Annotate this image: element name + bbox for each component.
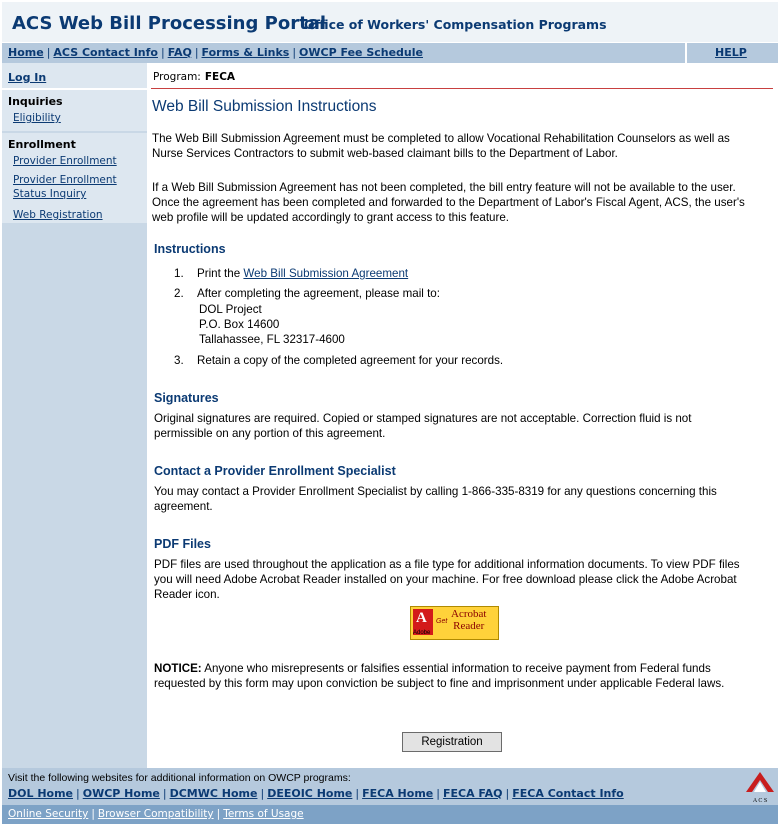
instruction-step-3: [174, 353, 674, 369]
adobe-logo-text: Adobe: [413, 630, 431, 636]
notice-label: NOTICE:: [154, 662, 202, 675]
footer-link-feca-faq[interactable]: FECA FAQ: [442, 787, 503, 800]
browser-compatibility-link[interactable]: Browser Compatibility: [97, 808, 214, 820]
pdf-text: PDF files are used throughout the application as a file type for additional information documents. To view PDF files you will need Adobe Acrobat Reader installed on your machine. For free download please click the Adobe Acrobat Reader icon.: [154, 558, 740, 601]
footer-link-feca-contact[interactable]: FECA Contact Info: [512, 787, 624, 800]
contact-text: You may contact a Provider Enrollment Specialist by calling 1-866-335-8319 for any questions concerning this agreement.: [154, 485, 717, 513]
acrobat-reader-text: [451, 608, 486, 632]
page-header: [2, 2, 778, 42]
notice-text: [154, 661, 754, 691]
instruction-step-2: [174, 286, 674, 302]
registration-button[interactable]: Registration: [402, 732, 502, 752]
address-line-3: Tallahassee, FL 32317-4600: [199, 333, 345, 346]
contact-heading: Contact a Provider Enrollment Specialist: [154, 464, 396, 478]
acs-logo-icon: [744, 770, 776, 804]
page-title: Web Bill Submission Instructions: [152, 98, 377, 115]
footer-link-owcp-home[interactable]: OWCP Home: [82, 787, 160, 800]
acs-logo-text: A C S: [752, 798, 768, 804]
portal-title: ACS Web Bill Processing Portal: [12, 13, 327, 34]
sidebar-item-status-inquiry-line1[interactable]: Provider Enrollment: [13, 174, 117, 186]
help-area: [685, 43, 780, 63]
step-1-number: 1.: [174, 267, 184, 280]
footer-link-dcmwc-home[interactable]: DCMWC Home: [169, 787, 258, 800]
help-link[interactable]: HELP: [715, 46, 747, 59]
program-label: Program:: [153, 71, 201, 83]
footer-link-dol-home[interactable]: DOL Home: [8, 787, 74, 800]
enrollment-heading: Enrollment: [8, 138, 76, 151]
portal-subtitle: Office of Workers' Compensation Programs: [304, 17, 607, 32]
nav-fee-schedule-link[interactable]: OWCP Fee Schedule: [299, 46, 423, 59]
acrobat-reader-download-button[interactable]: [410, 606, 499, 640]
step-3-number: 3.: [174, 354, 184, 367]
signatures-heading: Signatures: [154, 391, 219, 405]
sidebar-login-block: [2, 63, 147, 90]
pdf-heading: PDF Files: [154, 537, 211, 551]
footer-link-feca-home[interactable]: FECA Home: [362, 787, 434, 800]
bottom-bar: Online Security | Browser Compatibility | Terms of Usage: [2, 805, 778, 824]
intro-paragraph-1: The Web Bill Submission Agreement must be completed to allow Vocational Rehabilitation Counselors as well as Nurse Services Contractors to submit web-based claimant bills to the Department of Labor.: [152, 132, 730, 160]
step-3-text: Retain a copy of the completed agreement for your records.: [197, 354, 504, 367]
signatures-text: Original signatures are required. Copied or stamped signatures are not acceptable. Correction fluid is not permissible on any portion of this agreement.: [154, 412, 692, 440]
sidebar-inquiries-block: [2, 90, 147, 131]
acrobat-line-1: Acrobat: [451, 608, 487, 620]
adobe-logo-icon: A: [413, 609, 433, 635]
agreement-link[interactable]: Web Bill Submission Agreement: [243, 267, 409, 280]
sidebar-item-status-inquiry-line2[interactable]: Status Inquiry: [13, 188, 87, 200]
sidebar-item-provider-enrollment[interactable]: Provider Enrollment: [13, 155, 117, 167]
instruction-step-1: [174, 266, 674, 282]
notice-body: Anyone who misrepresents or falsifies essential information to receive payment from Federal funds requested by this form may upon conviction be subject to fine and imprisonment under applicable Federal laws.: [154, 662, 725, 690]
sidebar-enrollment-block: [2, 133, 147, 223]
sidebar-item-eligibility[interactable]: Eligibility: [13, 112, 61, 124]
sidebar: [2, 63, 147, 768]
online-security-link[interactable]: Online Security: [8, 808, 89, 820]
nav-faq-link[interactable]: FAQ: [167, 46, 192, 59]
address-line-2: P.O. Box 14600: [199, 318, 280, 331]
step-2-text: After completing the agreement, please mail to:: [197, 287, 440, 300]
acrobat-line-2: Reader: [453, 620, 485, 632]
nav-forms-links-link[interactable]: Forms & Links: [201, 46, 290, 59]
step-1-text: Print the: [197, 267, 244, 280]
terms-of-usage-link[interactable]: Terms of Usage: [223, 808, 304, 820]
login-link[interactable]: Log In: [8, 71, 47, 84]
step-2-number: 2.: [174, 287, 184, 300]
nav-home-link[interactable]: Home: [8, 46, 44, 59]
nav-acs-contact-link[interactable]: ACS Contact Info: [53, 46, 158, 59]
top-nav: Home | ACS Contact Info | FAQ | Forms & Links | OWCP Fee Schedule HELP: [2, 43, 778, 63]
intro-paragraph-2: If a Web Bill Submission Agreement has not been completed, the bill entry feature will not be available to the user. Once the agreement has been completed and forwarded to the Department of Labor's Fiscal Agent, ACS, the user's web profile will be updated accordingly to grant access to this feature.: [152, 181, 745, 224]
inquiries-heading: Inquiries: [8, 95, 63, 108]
program-value: FECA: [204, 71, 236, 83]
footer-link-deeoic-home[interactable]: DEEOIC Home: [267, 787, 353, 800]
instructions-heading: Instructions: [154, 242, 226, 256]
footer: [2, 768, 778, 805]
program-indicator: [153, 71, 235, 83]
footer-intro: Visit the following websites for additional information on OWCP programs:: [8, 772, 351, 784]
main-content: [147, 63, 778, 768]
divider: [151, 88, 773, 89]
sidebar-item-web-registration[interactable]: Web Registration: [13, 209, 103, 221]
acrobat-get-text: Get: [436, 618, 448, 625]
address-line-1: DOL Project: [199, 303, 262, 316]
footer-links: DOL Home | OWCP Home | DCMWC Home | DEEOIC Home | FECA Home | FECA FAQ | FECA Contact Info: [8, 787, 624, 800]
